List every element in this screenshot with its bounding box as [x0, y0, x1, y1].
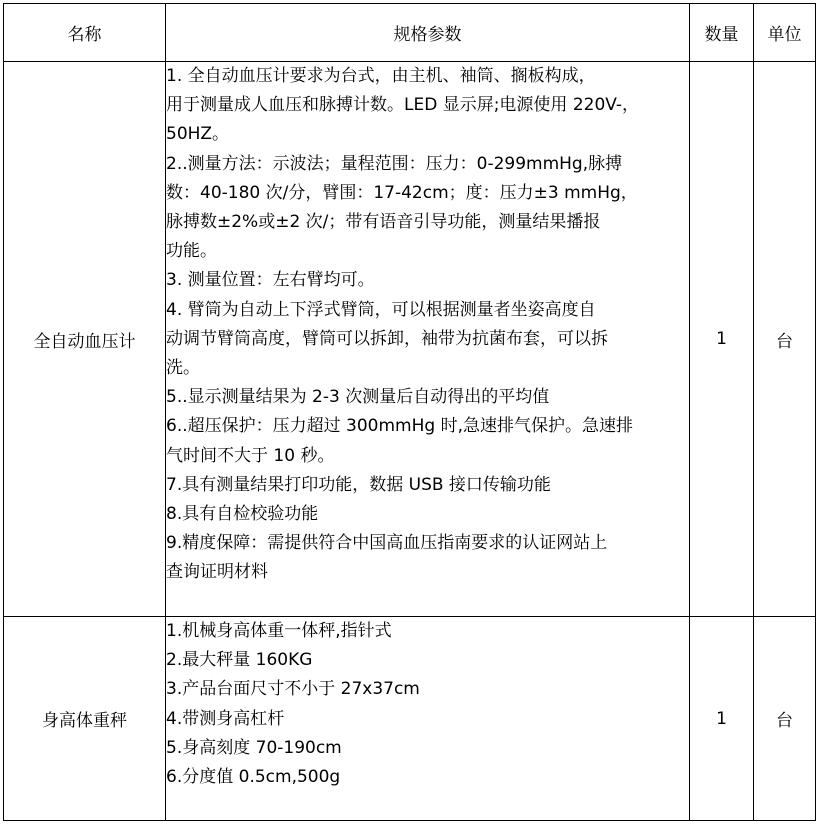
- item-unit: 台: [754, 62, 816, 617]
- spec-line: 1.机械身高体重一体秤,指针式: [166, 621, 392, 641]
- header-name: 名称: [4, 4, 166, 62]
- header-unit: 单位: [754, 4, 816, 62]
- spec-line: 查询证明材料: [166, 562, 268, 583]
- spec-line: 洗。: [166, 358, 200, 379]
- spec-line: 2..测量方法：示波法；量程范围：压力：0-299mmHg,脉搏: [166, 153, 623, 174]
- header-spec: 规格参数: [166, 4, 690, 62]
- spec-line: 7.具有测量结果打印功能，数据 USB 接口传输功能: [166, 474, 551, 495]
- spec-line: 脉搏数±2%或±2 次/；带有语音引导功能，测量结果播报: [166, 212, 601, 233]
- header-qty: 数量: [690, 4, 754, 62]
- spec-line: 功能。: [166, 241, 217, 262]
- spec-table: [3, 3, 816, 821]
- spec-line: 5.身高刻度 70-190cm: [166, 737, 342, 758]
- spec-line: 4.带测身高杠杆: [166, 708, 285, 729]
- spec-line: 8.具有自检校验功能: [166, 504, 319, 525]
- header-row: [4, 4, 816, 62]
- item-name: 身高体重秤: [4, 617, 166, 821]
- spec-line: 6..超压保护：压力超过 300mmHg 时,急速排气保护。急速排: [166, 416, 633, 437]
- item-spec: [166, 617, 690, 821]
- spec-line: 5..显示测量结果为 2-3 次测量后自动得出的平均值: [166, 387, 550, 408]
- spec-line: 50HZ。: [166, 124, 230, 145]
- spec-line: 6.分度值 0.5cm,500g: [166, 767, 341, 788]
- spec-line: 1. 全自动血压计要求为台式，由主机、袖筒、搁板构成，: [166, 66, 596, 86]
- table-row: [4, 617, 816, 821]
- spec-line: 3. 测量位置：左右臂均可。: [166, 270, 375, 291]
- item-name: 全自动血压计: [4, 62, 166, 617]
- item-qty: 1: [690, 617, 754, 821]
- spec-line: 气时间不大于 10 秒。: [166, 445, 335, 466]
- spec-line: 4. 臂筒为自动上下浮式臂筒，可以根据测量者坐姿高度自: [166, 299, 596, 320]
- table-row: [4, 62, 816, 617]
- spec-line: 3.产品台面尺寸不小于 27x37cm: [166, 679, 420, 700]
- item-qty: 1: [690, 62, 754, 617]
- spec-line: 数：40-180 次/分，臂围：17-42cm；度：压力±3 mmHg，: [166, 182, 638, 203]
- spec-line: 2.最大秤量 160KG: [166, 650, 313, 671]
- spec-line: 9.精度保障：需提供符合中国高血压指南要求的认证网站上: [166, 533, 608, 554]
- spec-line: 用于测量成人血压和脉搏计数。LED 显示屏;电源使用 220V-，: [166, 95, 640, 116]
- item-spec: [166, 62, 690, 617]
- spec-line: 动调节臂筒高度，臂筒可以拆卸，袖带为抗菌布套，可以拆: [166, 328, 608, 349]
- item-unit: 台: [754, 617, 816, 821]
